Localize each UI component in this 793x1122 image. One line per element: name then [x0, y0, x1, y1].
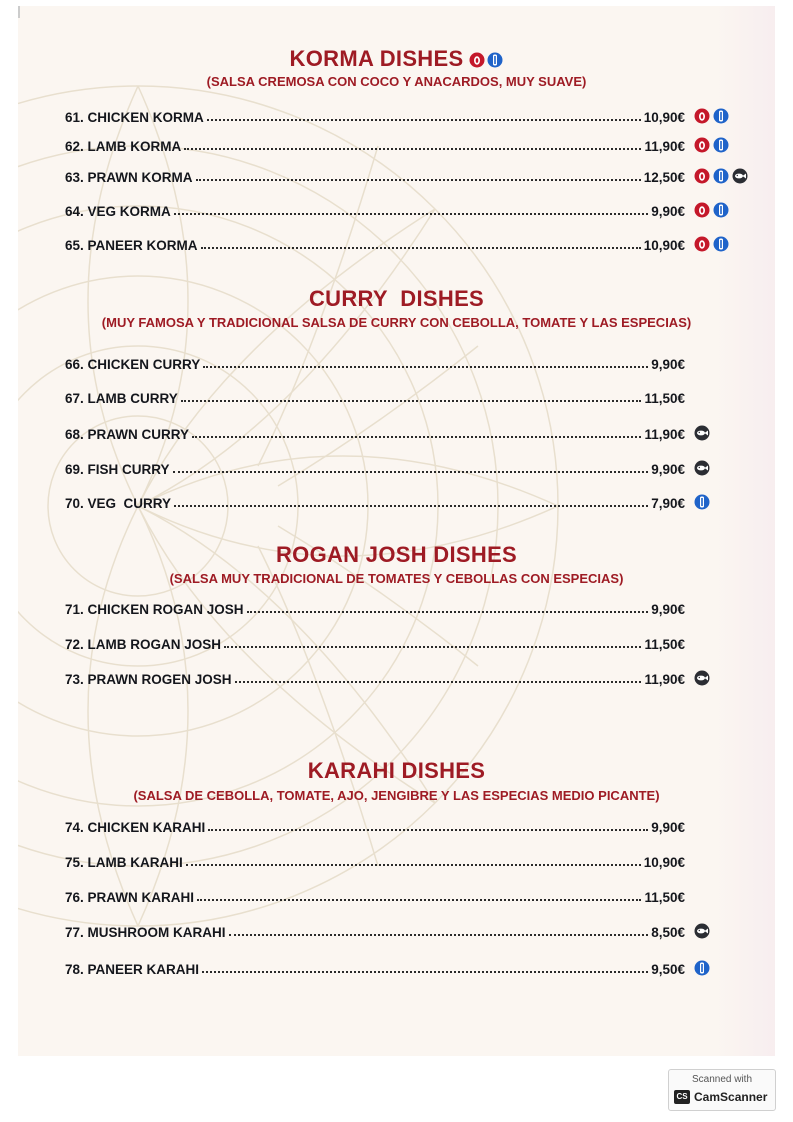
menu-item-price: 11,50€ [644, 637, 685, 652]
menu-item [65, 491, 685, 511]
camscanner-badge [668, 1069, 776, 1111]
dot-leader [202, 970, 648, 973]
allergen-icons [694, 236, 729, 252]
menu-item [65, 957, 685, 977]
menu-item-price: 9,90€ [651, 820, 685, 835]
menu-item [65, 352, 685, 372]
section-title-text: KARAHI DISHES [307, 758, 486, 783]
dot-leader [173, 470, 649, 473]
dot-leader [174, 504, 648, 507]
dairy-icon [713, 168, 729, 184]
menu-item-price: 11,90€ [644, 427, 685, 442]
menu-item [65, 885, 685, 905]
menu-item [65, 667, 685, 687]
menu-item-price: 11,90€ [644, 672, 685, 687]
fish-icon [694, 670, 710, 686]
menu-item-name: 67. LAMB CURRY [65, 391, 178, 406]
menu-item-price: 11,90€ [644, 139, 685, 154]
menu-item-name: 73. PRAWN ROGEN JOSH [65, 672, 232, 687]
menu-item-name: 65. PANEER KORMA [65, 238, 198, 253]
menu-item-name: 61. CHICKEN KORMA [65, 110, 204, 125]
menu-item-name: 78. PANEER KARAHI [65, 962, 200, 977]
nuts-icon [694, 202, 710, 218]
nuts-icon [694, 236, 710, 252]
dot-leader [208, 828, 648, 831]
dairy-icon [713, 137, 729, 153]
dot-leader [181, 399, 642, 402]
menu-item [65, 920, 685, 940]
dairy-icon [713, 202, 729, 218]
menu-item [65, 632, 685, 652]
dairy-icon [713, 236, 729, 252]
nuts-icon [694, 168, 710, 184]
dot-leader [203, 365, 648, 368]
dot-leader [207, 118, 641, 121]
allergen-icons [694, 108, 729, 124]
allergen-icons [694, 137, 729, 153]
dairy-icon [694, 494, 710, 510]
dot-leader [196, 178, 641, 181]
menu-item-name: 70. VEG CURRY [65, 496, 172, 511]
menu-item-price: 10,90€ [643, 238, 685, 253]
allergen-icons [694, 202, 729, 218]
section-subtitle: (SALSA CREMOSA CON COCO Y ANACARDOS, MUY SUAVE) [206, 74, 587, 89]
menu-item-name: 71. CHICKEN ROGAN JOSH [65, 602, 244, 617]
fish-icon [732, 168, 748, 184]
dairy-icon [487, 52, 503, 68]
dot-leader [247, 610, 649, 613]
section-title [0, 758, 793, 784]
menu-item-price: 10,90€ [643, 855, 685, 870]
menu-item [65, 233, 685, 253]
menu-item-name: 72. LAMB ROGAN JOSH [65, 637, 222, 652]
allergen-icons [694, 460, 710, 476]
scanner-caption: Scanned with [691, 1074, 753, 1085]
section-subtitle: (SALSA MUY TRADICIONAL DE TOMATES Y CEBOLLAS CON ESPECIAS) [169, 571, 624, 586]
menu-item-price: 11,50€ [644, 391, 685, 406]
menu-item-price: 12,50€ [643, 170, 685, 185]
section-title-text: KORMA DISHES [289, 46, 464, 71]
camscanner-logo: CS [674, 1090, 690, 1104]
section-title [0, 542, 793, 568]
nuts-icon [469, 52, 485, 68]
dot-leader [186, 863, 641, 866]
menu-item-name: 68. PRAWN CURRY [65, 427, 190, 442]
menu-item-name: 69. FISH CURRY [65, 462, 170, 477]
fish-icon [694, 425, 710, 441]
allergen-icons [694, 960, 710, 976]
dot-leader [229, 933, 649, 936]
dot-leader [201, 246, 641, 249]
dairy-icon [694, 960, 710, 976]
section-title [0, 286, 793, 312]
scanner-brand: CamScanner [694, 1090, 768, 1104]
section-subtitle: (MUY FAMOSA Y TRADICIONAL SALSA DE CURRY CON CEBOLLA, TOMATE Y LAS ESPECIAS) [101, 315, 692, 330]
menu-item [65, 199, 685, 219]
menu-item-name: 66. CHICKEN CURRY [65, 357, 201, 372]
nuts-icon [694, 108, 710, 124]
fish-icon [694, 460, 710, 476]
menu-item [65, 597, 685, 617]
menu-item [65, 165, 685, 185]
allergen-icons [694, 923, 710, 939]
nuts-icon [694, 137, 710, 153]
dot-leader [235, 680, 642, 683]
dot-leader [224, 645, 641, 648]
menu-item-name: 75. LAMB KARAHI [65, 855, 183, 870]
menu-item-name: 64. VEG KORMA [65, 204, 171, 219]
scan-edge-mark [18, 6, 20, 18]
dot-leader [197, 898, 641, 901]
section-title [0, 46, 793, 72]
allergen-icons [694, 168, 748, 184]
menu-item-name: 77. MUSHROOM KARAHI [65, 925, 226, 940]
menu-item-price: 9,50€ [651, 962, 685, 977]
dairy-icon [713, 108, 729, 124]
menu-item-name: 74. CHICKEN KARAHI [65, 820, 206, 835]
allergen-icons [694, 425, 710, 441]
menu-item-price: 9,90€ [651, 357, 685, 372]
menu-item-price: 11,50€ [644, 890, 685, 905]
menu-item-price: 9,90€ [651, 462, 685, 477]
menu-item-name: 63. PRAWN KORMA [65, 170, 193, 185]
menu-item-name: 76. PRAWN KARAHI [65, 890, 195, 905]
menu-item [65, 134, 685, 154]
menu-item [65, 422, 685, 442]
allergen-icons [694, 670, 710, 686]
section-subtitle: (SALSA DE CEBOLLA, TOMATE, AJO, JENGIBRE Y LAS ESPECIAS MEDIO PICANTE) [133, 788, 660, 803]
menu-item-price: 10,90€ [643, 110, 685, 125]
menu-item [65, 457, 685, 477]
menu-item-price: 7,90€ [651, 496, 685, 511]
menu-item-price: 9,90€ [651, 204, 685, 219]
menu-item [65, 850, 685, 870]
menu-item-price: 9,90€ [651, 602, 685, 617]
fish-icon [694, 923, 710, 939]
section-title-icons [469, 52, 503, 68]
menu-item [65, 105, 685, 125]
menu-item [65, 386, 685, 406]
allergen-icons [694, 494, 710, 510]
dot-leader [192, 435, 641, 438]
menu-item-price: 8,50€ [651, 925, 685, 940]
menu-item-name: 62. LAMB KORMA [65, 139, 182, 154]
dot-leader [174, 212, 648, 215]
section-title-text: CURRY DISHES [308, 286, 485, 311]
dot-leader [184, 147, 641, 150]
section-title-text: ROGAN JOSH DISHES [275, 542, 518, 567]
menu-item [65, 815, 685, 835]
